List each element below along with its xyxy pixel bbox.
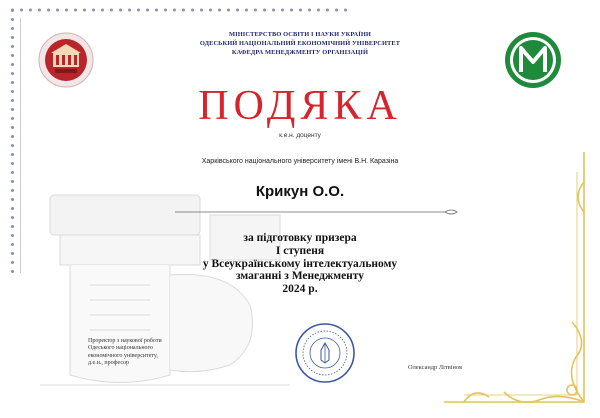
certificate-title: ПОДЯКА [198,83,402,129]
department-line: КАФЕДРА МЕНЕДЖМЕНТУ ОРГАНІЗАЦІЙ [231,49,369,56]
recipient-organization: Харківського національного університету імені В.Н. Каразіна [201,158,399,165]
university-line: ОДЕСЬКИЙ НАЦІОНАЛЬНИЙ ЕКОНОМІЧНИЙ УНІВЕРСИТЕТ [199,40,401,47]
signatory-line-1: Проректор з наукової роботи [88,338,162,344]
award-line-3: у Всеукраїнському інтелектуальному [202,257,398,270]
dotted-border-left [8,6,17,276]
award-line-4: змаганні з Менеджменту [235,270,365,283]
name-underline-ornament [175,209,460,215]
award-line-1: за підготовку призера [243,232,357,244]
university-crest-icon [37,31,95,89]
signatory-title [88,338,228,368]
signatory-name: Олександр Літвінов [408,364,463,371]
signatory-line-3: економічного університету, [88,352,158,359]
ministry-line: МІНІСТЕРСТВО ОСВІТИ І НАУКИ УКРАЇНИ [228,31,371,38]
award-text [120,232,480,296]
border-left-line [20,18,21,273]
signatory-line-2: Одеського національного [88,345,153,352]
award-line-5: 2024 р. [282,283,318,296]
header-block [150,30,450,57]
signatory-line-4: д.е.н., професор [88,360,130,367]
dotted-border-top [8,6,353,14]
award-line-2: І ступеня [275,244,325,257]
recipient-name: Крикун О.О. [255,183,345,200]
official-seal-icon [294,322,356,384]
recipient-role: к.е.н. доценту [279,132,321,139]
management-m-logo-icon [503,30,563,90]
